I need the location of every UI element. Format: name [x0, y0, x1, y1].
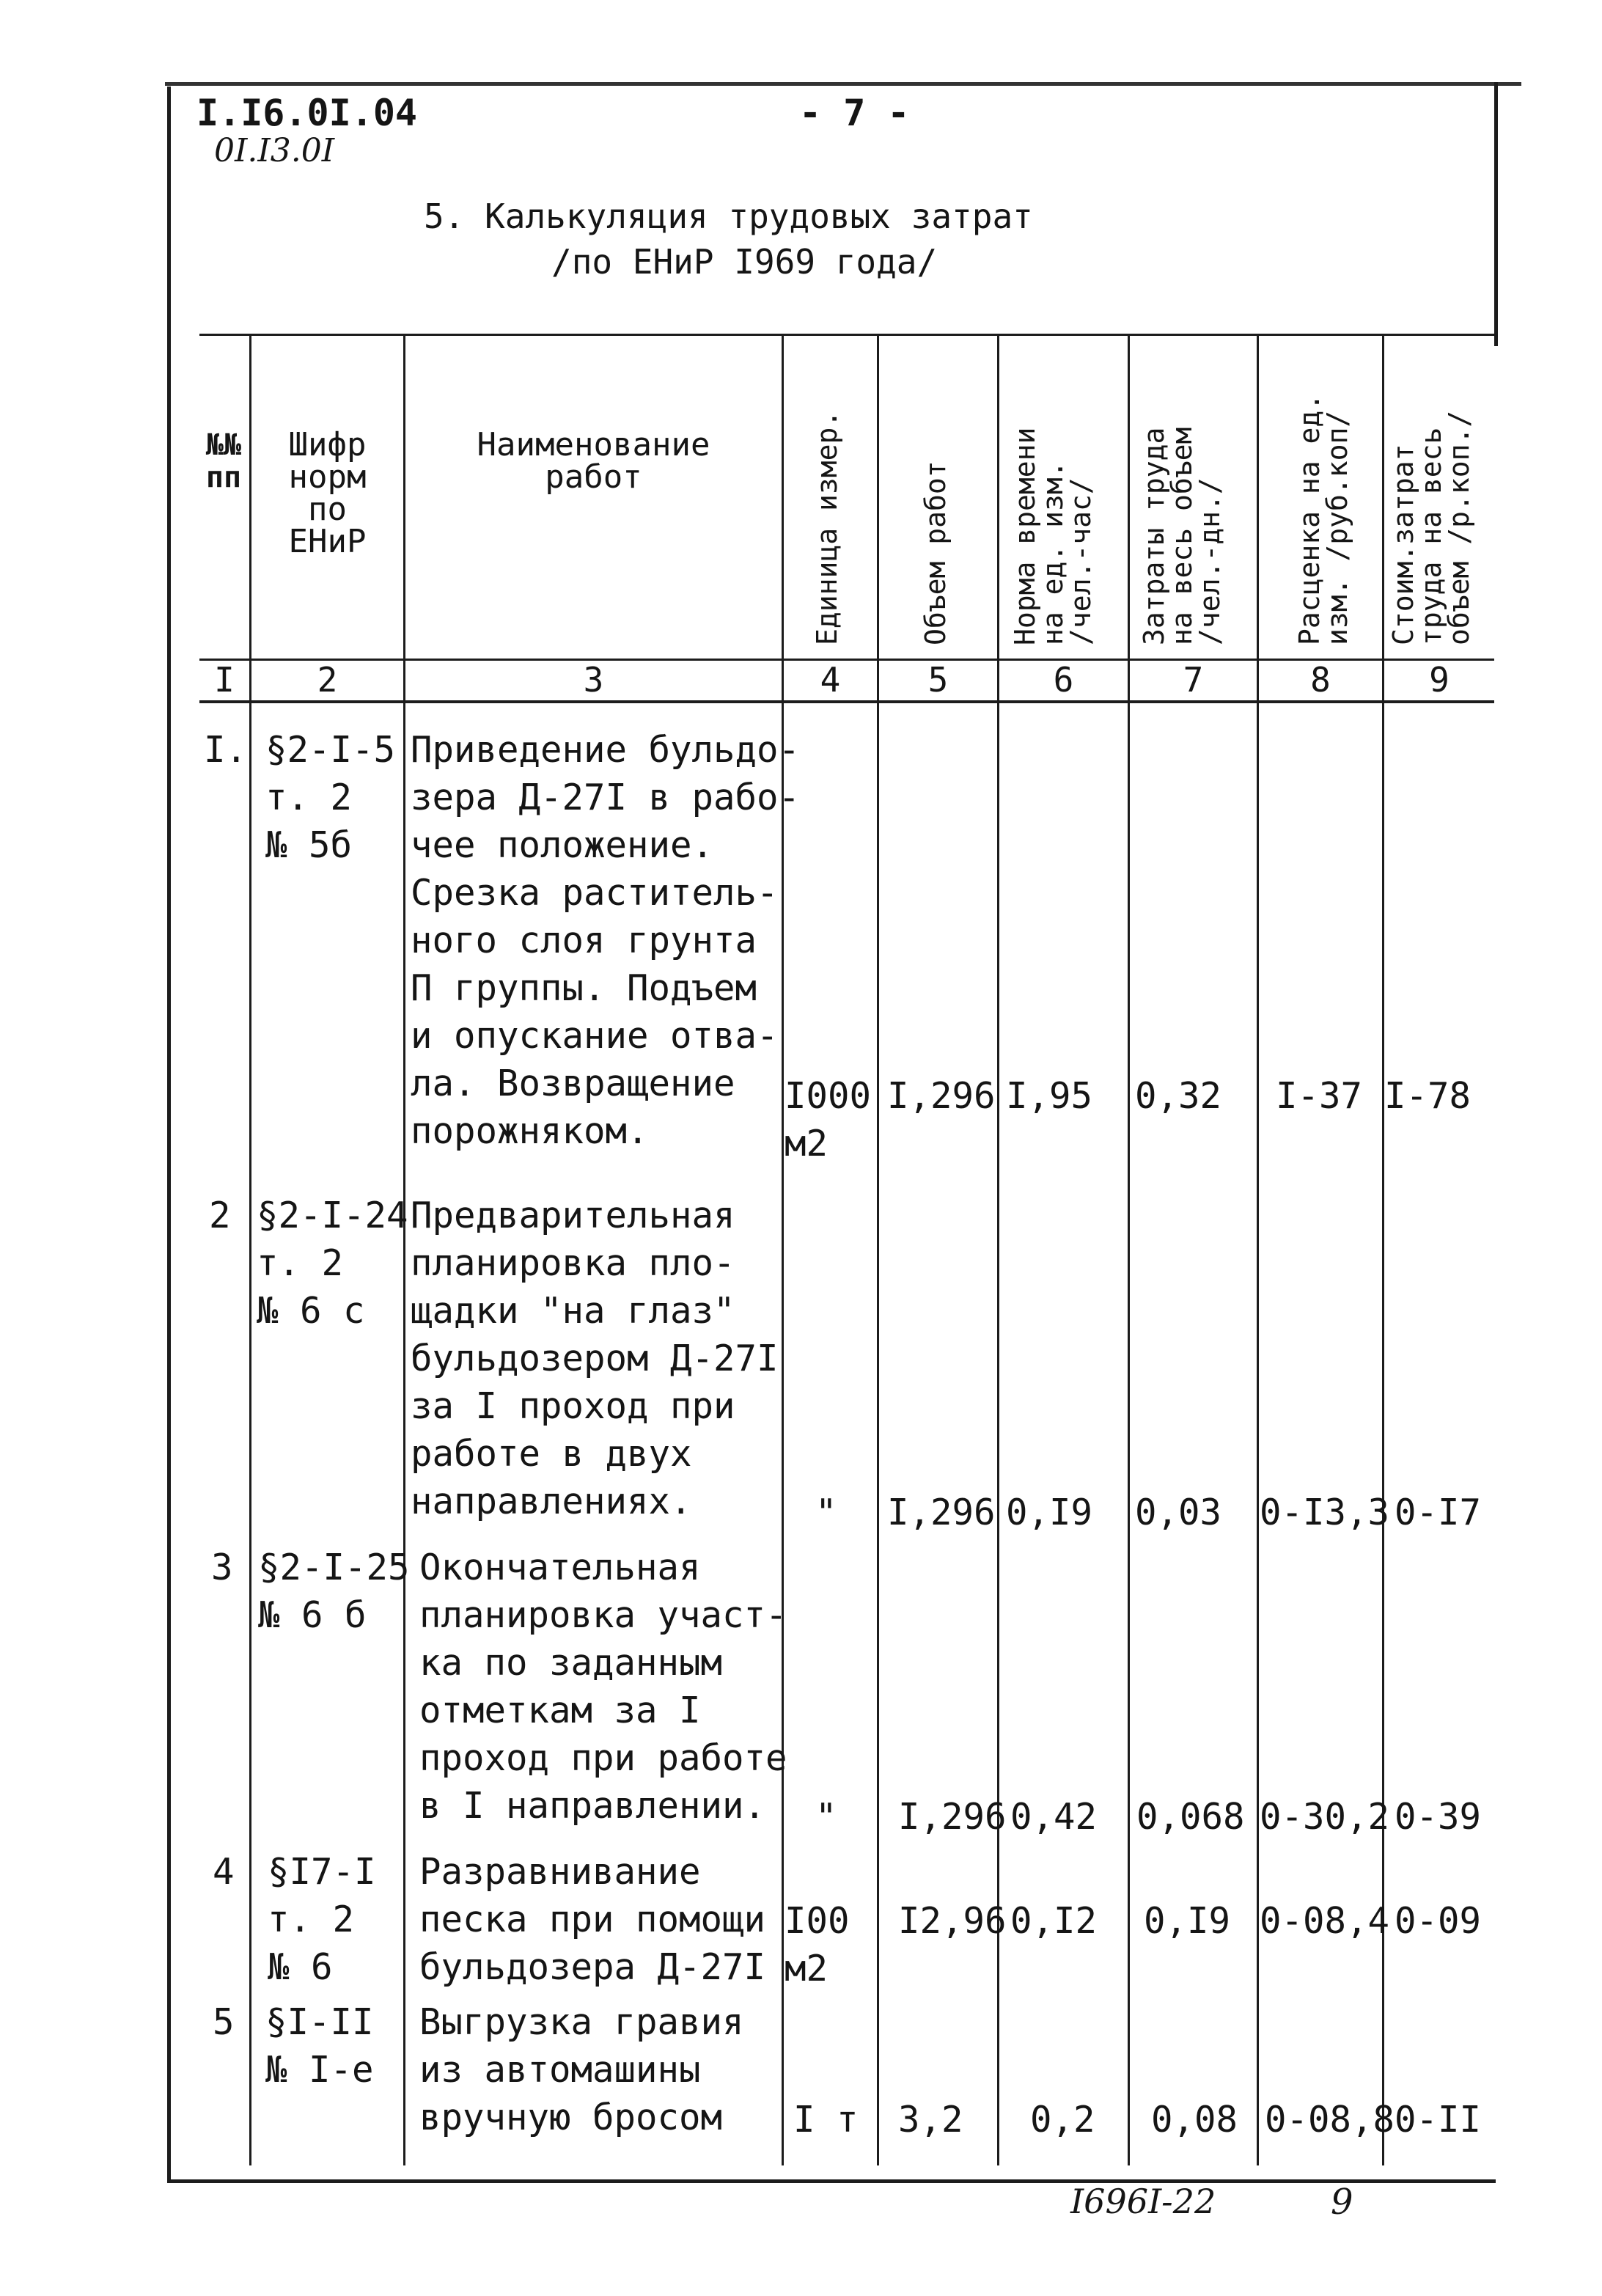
header-unit-rate-line: изм. /руб.коп/	[1321, 410, 1353, 645]
header-time-norm-line: Норма времени	[1009, 427, 1041, 645]
unit: I000 м2	[785, 1075, 872, 1164]
work-description: Разравнивание песка при помощи бульдозера Д-27I	[419, 1851, 766, 1988]
time-norm: 0,42	[1010, 1796, 1098, 1838]
header-volume: Объем работ	[919, 461, 952, 645]
column-number: 7	[1183, 660, 1204, 700]
labor-total: 0,32	[1135, 1075, 1222, 1117]
document-subcode: 0I.I3.0I	[214, 132, 335, 169]
row-number: 2	[209, 1195, 231, 1236]
row-number: 4	[213, 1851, 235, 1893]
work-description: Окончательная планировка участ- ка по заданным отметкам за I проход при работе в I направлении.	[419, 1547, 787, 1827]
header-work-name: Наименование работ	[477, 426, 710, 496]
row-number: 3	[211, 1547, 233, 1588]
footer-document-number: I696I-22	[1070, 2182, 1216, 2221]
header-total-cost-line: труда на весь	[1415, 427, 1447, 645]
column-rule	[997, 336, 999, 2165]
volume: I2,96	[898, 1900, 1007, 1942]
header-time-norm-line: /чел.-час/	[1065, 477, 1097, 645]
unit-rate: 0-I3,3	[1260, 1492, 1390, 1533]
header-time-norm-line: на ед. изм.	[1037, 461, 1069, 645]
norm-code: §2-I-24 т. 2 № 6 с	[257, 1195, 408, 1332]
total-cost: I-78	[1384, 1075, 1471, 1117]
header-labor-total-line: Затраты труда	[1138, 427, 1170, 645]
column-rule	[1382, 336, 1384, 2165]
section-subtitle: /по ЕНиР I969 года/	[551, 242, 938, 282]
total-cost: 0-39	[1395, 1796, 1482, 1838]
column-number: 3	[583, 660, 604, 700]
work-description: Приведение бульдо- зера Д-27I в рабо- чее положение. Срезка раститель- ного слоя грунта П группы. Подъем и опускание отва- ла. Возвращение порожняком.	[411, 729, 801, 1152]
norm-code: §2-I-25 № 6 б	[258, 1547, 410, 1636]
unit-rate: 0-30,2	[1260, 1796, 1390, 1838]
header-row-number: №№ пп	[205, 428, 242, 494]
unit: "	[815, 1796, 837, 1838]
column-number: 2	[317, 660, 338, 700]
column-number: 4	[820, 660, 841, 700]
column-number: 8	[1310, 660, 1331, 700]
total-cost: 0-I7	[1395, 1492, 1482, 1533]
unit: I00 м2	[785, 1900, 850, 1989]
column-rule	[1128, 336, 1130, 2165]
header-unit: Единица измер.	[811, 410, 843, 645]
column-rule	[249, 336, 251, 2165]
work-description: Предварительная планировка пло- щадки "на глаз" бульдозером Д-27I за I проход при работе в двух направлениях.	[411, 1195, 779, 1522]
work-description: Выгрузка гравия из автомашины вручную бросом	[419, 2001, 744, 2138]
unit: I т	[793, 2099, 859, 2141]
top-edge-line	[165, 82, 1521, 86]
header-total-cost-line: объем /р.коп./	[1443, 410, 1475, 645]
header-labor-total-line: на весь объем	[1166, 427, 1198, 645]
column-number: 5	[927, 660, 949, 700]
bottom-margin-line	[167, 2179, 1496, 2183]
row-number: 5	[213, 2001, 235, 2043]
norm-code: §I-II № I-е	[265, 2001, 374, 2091]
labor-total: 0,03	[1135, 1492, 1222, 1533]
volume: 3,2	[898, 2099, 963, 2141]
labor-total: 0,08	[1151, 2099, 1238, 2141]
section-title: 5. Калькуляция трудовых затрат	[424, 197, 1033, 236]
labor-total: 0,068	[1136, 1796, 1245, 1838]
labor-total: 0,I9	[1144, 1900, 1231, 1942]
header-unit-rate-line: Расценка на ед.	[1293, 393, 1326, 645]
column-rule	[1257, 336, 1259, 2165]
left-margin-line	[167, 87, 171, 2182]
footer-sheet-number: 9	[1331, 2182, 1353, 2223]
header-labor-total-line: /чел.-дн./	[1194, 477, 1226, 645]
total-cost: 0-09	[1395, 1900, 1482, 1942]
norm-code: §I7-I т. 2 № 6	[268, 1851, 376, 1988]
unit-rate: I-37	[1276, 1075, 1363, 1117]
page-number: - 7 -	[799, 92, 910, 134]
column-number: 6	[1053, 660, 1074, 700]
header-norm-code: Шифр норм по ЕНиР	[288, 426, 367, 560]
time-norm: 0,I2	[1010, 1900, 1098, 1942]
volume: I,296	[898, 1796, 1007, 1838]
time-norm: I,95	[1006, 1075, 1093, 1117]
unit: "	[815, 1492, 837, 1533]
unit-rate: 0-08,8	[1265, 2099, 1395, 2141]
column-rule	[877, 336, 879, 2165]
norm-code: §2-I-5 т. 2 № 5б	[265, 729, 396, 866]
volume: I,296	[887, 1492, 996, 1533]
total-cost: 0-II	[1395, 2099, 1482, 2141]
column-rule	[782, 336, 784, 2165]
unit-rate: 0-08,4	[1260, 1900, 1390, 1942]
time-norm: 0,I9	[1006, 1492, 1093, 1533]
column-number: I	[214, 660, 235, 700]
row-number: I.	[204, 729, 248, 771]
header-total-cost-line: Стоим.затрат	[1387, 444, 1419, 645]
number-row-rule	[199, 700, 1494, 703]
volume: I,296	[887, 1075, 996, 1117]
column-number: 9	[1429, 660, 1449, 700]
table-top-rule	[199, 334, 1494, 336]
right-margin-line	[1494, 82, 1498, 346]
time-norm: 0,2	[1030, 2099, 1095, 2141]
document-code: I.I6.0I.04	[196, 92, 418, 134]
